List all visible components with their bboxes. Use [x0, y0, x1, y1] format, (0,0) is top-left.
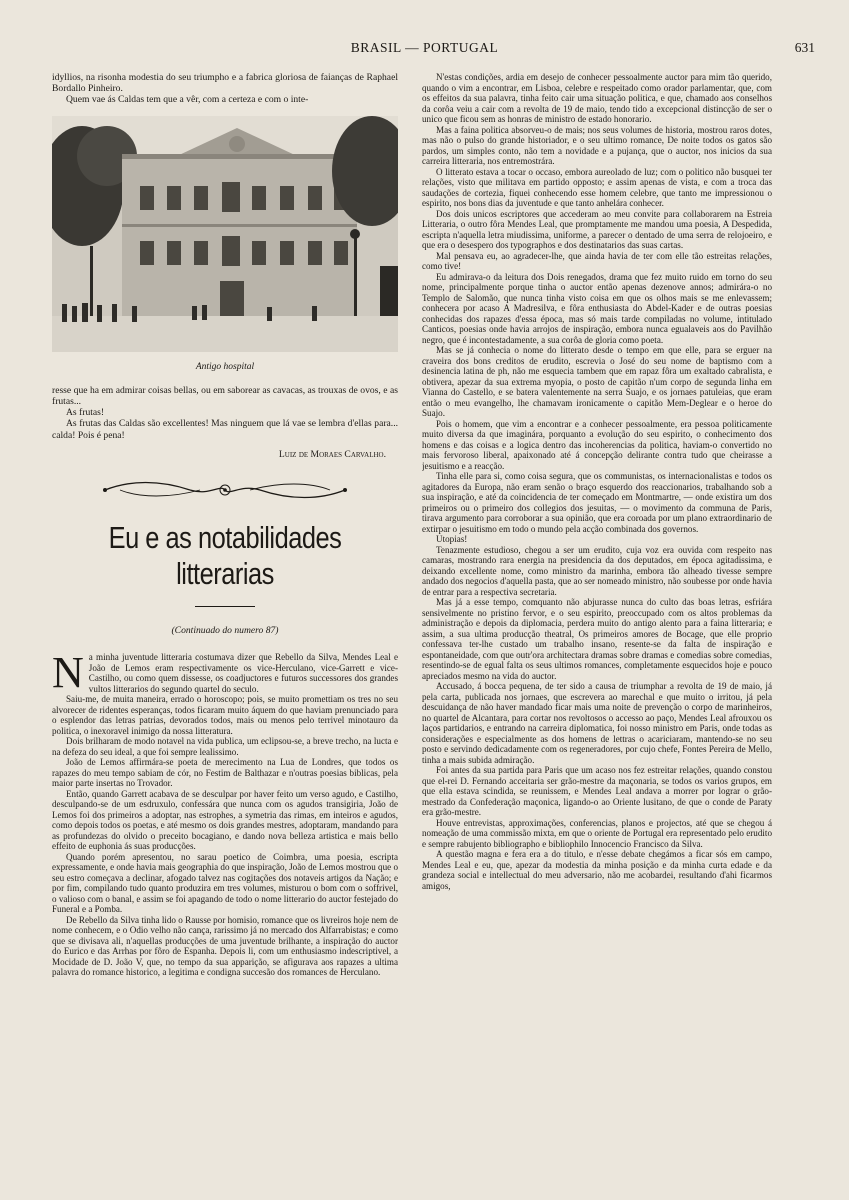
right-paragraph-15: Houve entrevistas, approximações, conferencias, planos e projectos, até que se chegou á nomeação de uma commissão mixta, em que o oriente de Portugal era representado pelo erudito e sempre rabujento bibliographo e bibliophilo Innocencio Francisco da Silva.	[422, 817, 772, 849]
right-paragraph-10: Utopias!	[436, 534, 468, 544]
article-paragraph-3: João de Lemos affirmára-se poeta de merecimento na Lua de Londres, que todos os rapazes do meu tempo sabiam de cór, no Festim de Balthazar e n'outras poesias biblicas, pela maior parte insertas no Trovador.	[52, 757, 398, 789]
title-rule	[195, 606, 255, 607]
article-paragraph-4: Então, quando Garrett acabava de se desculpar por haver feito um verso agudo, e Castilho, desculpando-se de um esdruxulo, confessára que nunca com os agudos transigiria, João de Lemos foi dos primeiros a adoptar, nas estrophes, a symetria das rimas, em inteiros e agudos, como depois todos os poetas, e até mesmo os dois grandes mestres, adoptaram, mandando para as profundezas do olvido o preceito bocagiano, e dando nova belleza artistica e mais bello effeito de euphonia ás suas producções.	[52, 788, 398, 852]
photo-caption: Antigo hospital	[195, 361, 255, 372]
intro-paragraph-2: Quem vae ás Caldas tem que a vêr, com a certeza e com o inte-	[66, 94, 309, 106]
right-paragraph-11: Tenazmente estudioso, chegou a ser um erudito, cuja voz era ouvida com respeito nas camaras, mostrando rara energia na presidencia da dos deputados, em época agitadissima, e deixando excellente nome, como ministro da marinha, embora tão alheado tivesse sempre andado dos negocios d'aquella pasta, que ao ser nomeado ministro, não soubesse por onde havia de entrar para a respectiva secretaria.	[422, 544, 772, 597]
page-header	[0, 40, 849, 58]
right-paragraph-14: Foi antes da sua partida para Paris que um acaso nos fez estreitar relações, quando constou que el-rei D. Fernando acceitaria ser grão-mestre da maçonaria, se todos os varios grupos, em que ella estava scindida, se reunissem, e Mendes Leal andava a morrer por lograr o grão-mestrado da Confederação maçonica, ligando-o ao Oriente lusitano, de que o conde de Paraty era grão-mestre.	[422, 765, 772, 817]
right-paragraph-16: A questão magna e fera era a do titulo, e n'esse debate chegámos a ficar sós em campo, Mendes Leal e eu, que, apezar da modestia da minha posição e da minha curta edade e da grandeza social e intellectual do meu adversario, não me acobardei, resultando d'ahi ficarmos amigos,	[422, 849, 772, 891]
article-paragraph-6: De Rebello da Silva tinha lido o Rausse por homisio, romance que os livreiros hoje nem de nome conhecem, e o Odio velho não cança, rarissimo já no mercado dos Alfarrabistas; e como que se divisava ali, n'aquellas producções de uma juventude brilhante, a inspiração do auctor do Eurico e das Arrhas por fôro de Espanha. Depois li, com um enthusiasmo indescriptivel, a Mocidade de D. João V, que, no tempo da sua apparição, se afigurava aos rapazes a ultima palavra do romance historico, a legitima e condigna succesão dos romances de Herculano.	[52, 914, 398, 978]
left-column	[52, 72, 398, 1182]
hospital-photo	[52, 116, 398, 352]
author-signature: Luiz de Moraes Carvalho.	[278, 448, 386, 460]
right-paragraph-13: Accusado, á bocca pequena, de ter sido a causa de triumphar a revolta de 19 de maio, já pela carta, publicada nos jornaes, que escrevera ao marechal e que muito o irritou, já pela descuidança de não haver mandado ficar mais uma noite de prevenção o corpo de marinheiros, no quartel de Alcantara, para cortar nos revoltosos o accesso ao paço, Mendes Leal afrouxou os laços partidarios, e entrando na carreira diplomatica, foi nosso ministro em Paris, onde todas as considerações e especialmente as dos homens de lettras o acariciaram, mantendo-se no seu posto e servindo dedicadamente com os regeneradores, por cujo chefe, Fontes Pereira de Mello, tinha a mais subida admiração.	[422, 681, 772, 765]
first-paragraph-text: a minha juventude litteraria costumava dizer que Rebello da Silva, Mendes Leal e João de Lemos eram respectivamente os vice-Herculano, vice-Garrett e vice-Castilho, ou como quem dissesse, os coadjuctores e futuros successores dos grandes vultos litterarios do segundo quartel do seculo.	[88, 652, 398, 694]
right-paragraph-1: N'estas condições, ardia em desejo de conhecer pessoalmente auctor para mim tão querido, quando o vim a encontrar, em Lisboa, celebre e respeitado como orador parlamentar, que, com os effeitos da sua palavra, tinha feito cair uma situação politica, e que, chamado aos conselhos da corôa veiu a cair com a revolta de 19 de maio, tendo tido a excepcional distincção de ser o unico que ficou sem as honras de ministro de estado honorario.	[422, 72, 772, 124]
drop-cap: N	[52, 648, 84, 698]
right-paragraph-5: Mal pensava eu, ao agradecer-lhe, que ainda havia de ter com elle tão estreitas relações, como tive!	[422, 250, 772, 271]
right-paragraph-4: Dos dois unicos escriptores que accederam ao meu convite para collaborarem na Estreia Litteraria, o outro fôra Mendes Leal, que promptamente me mandou uma poesia, A Despedida, escripta n'aquella letra miudissima, uniforme, a parecer o dentado de uma serra de relojoeiro, e que era o desespero dos typographos e dos destinatarios das suas cartas.	[422, 208, 772, 250]
article-paragraph-5: Quando porém apresentou, no sarau poetico de Coimbra, uma poesia, escripta expressamente, e onde havia mais geographia do que inspiração, João de Lemos mostrou que o seu estro começava a declinar, afogado talvez nas cogitações dos notaveis artigos da Nação; e por fim, compilando tudo quanto produzira em tres volumes, misturou o bom com o soffrivel, o valioso com o banal, e assim se foi apagando de todo o nome litterario do auctor festejado do Funeral e a Pomba.	[52, 851, 398, 915]
right-column	[422, 72, 772, 1182]
right-paragraph-3: O litterato estava a tocar o occaso, embora aureolado de luz; com o politico não busquei ter relações, visto que militava em partido opposto; e assim apenas de vista, e com a troca das saudações de cortezia, fiquei conhecendo esse homem celebre, que tanto me impressionou o espirito, nos bons dias da juventude e que tanto anhelára conhecer.	[422, 166, 772, 208]
right-paragraph-12: Mas já a esse tempo, comquanto não abjurasse nunca do culto das boas letras, esfriára sensivelmente no pristino fervor, e o seu espirito, preoccupado com os altos problemas da administração e depois da diplomacia, perdera muito do antigo alento para a faina litteraria; e assim, a sua ultima producção theatral, Os primeiros amores de Bocage, que elle proprio confessava ter-lhe custado um trabalho insano, resente-se da falta de inspiração e espontaneidade, com que outr'ora architectara dramas sobre dramas e comedias sobre comedias, resentindo-se de egual falta os seus ultimos romances, completamente esquecidos hoje e pouco apreciados mesmo na vida do auctor.	[422, 597, 772, 681]
intro-paragraph-1: idyllios, na risonha modestia do seu triumpho e a fabrica gloriosa de faianças de Raphael Bordallo Pinheiro.	[52, 72, 398, 95]
page-number: 631	[794, 40, 815, 55]
continued-note: (Continuado do numero 87)	[171, 625, 279, 637]
running-title: BRASIL — PORTUGAL	[350, 40, 499, 55]
article-paragraph-1: Saiu-me, de muita maneira, errado o horoscopo; pois, se muito promettiam os tres no seu alvorecer de ridentes esperanças, todos ficaram muito áquem do que haviam prenunciado para o esplendor das letras patrias, devorados todos, mais ou menos pelo terrivel minotauro da politica, o inexoravel inimigo da nossa litteratura.	[52, 694, 398, 736]
after-photo-paragraph-1: resse que ha em admirar coisas bellas, ou em saborear as cavacas, as trouxas de ovos, e as frutas...	[52, 384, 398, 408]
article-first-paragraph	[52, 648, 398, 698]
article-title: Eu e as notabilidades litterarias	[108, 520, 342, 592]
ornament-divider	[100, 478, 350, 502]
after-photo-paragraph-2: As frutas!	[66, 407, 105, 419]
right-paragraph-7: Mas se já conhecia o nome do litterato desde o tempo em que elle, para se erguer na craveira dos bons creditos de erudito, escrevia o José do seu nome de baptismo com a desinencia latina de ph, não me esquecia tambem que em rapaz fôra um exaltado cabralista, e obtivera, apezar da sua extrema myopia, o posto de capitão n'um corpo de segunda linha em Vianna do Castello, e se batera valentemente na serra Suajo, e os jornaes patuleias, que eram então o meu evangelho, lhe chamavam ironicamente o capitão Mem-Deglear e o heroe do Suajo.	[422, 345, 772, 418]
right-paragraph-2: Mas a faina politica absorveu-o de mais; nos seus volumes de historia, mostrou raros dotes, mas não o pulso do grande historiador, e o seu ultimo romance, De noite todos os gatos são pardos, um simples conto, não tem a novidade e a pujança, que o auctor, nos inicios da sua carreira litteraria, nos entremostrára.	[422, 124, 772, 166]
after-photo-paragraph-3: As frutas das Caldas são excellentes! Mas ninguem que lá vae se lembra d'ellas para... calda! Pois é pena!	[52, 418, 398, 441]
article-paragraph-2: Dois brilharam de modo notavel na vida publica, um eclipsou-se, a breve trecho, na lucta e na defeza do seu ideal, a que foi sempre lealissimo.	[52, 736, 398, 757]
right-paragraph-8: Pois o homem, que vim a encontrar e a conhecer pessoalmente, era pessoa politicamente muito diversa da que imaginára, porquanto a evolução do seu espirito, o conhecimento dos homens e das coisas e a logica dentro das incoherencias da politica, haviam-o convertido no mais fervoroso liberal, apaixonado até á concepção delirante contra tudo que cheirasse a jesuitismo e a reacção.	[422, 418, 772, 471]
right-paragraph-6: Eu admirava-o da leitura dos Dois renegados, drama que fez muito ruido em torno do seu nome, principalmente porque tinha o auctor então apenas dezenove annos; admirára-o no Templo de Salomão, que nunca tinha visto coisa em que os olhos mais se me enlevassem; conhecera por acaso A Madresilva, e fôra enthusiasta do Abdel-Kader e de outras poesias conhecidas dos rapazes d'essa época, mas só mais tarde compiladas no volume, intitulado Canticos, poesias onde havia arrojos de inspiração, embora nunca egualaveis aos do Pavilhão negro, que é incontestadamente, a sua corôa de gloria como poeta.	[422, 271, 772, 345]
right-paragraph-9: Tinha elle para si, como coisa segura, que os communistas, os internacionalistas e todos os agitadores da Europa, não eram senão o braço esquerdo dos reaccionarios, trabalhando sob a sua inspiração, e até da coincidencia de ter começado em Montmartre, — onde existira um dos primeiros ou o primeiro dos collegios dos jesuitas, — o movimento da communa de Paris, tirava argumento para corroborar a sua opinião, que era coroada por um plano extraordinario de extirpar o jesuitismo em todo o mundo pela acção combinada dos governos.	[422, 471, 772, 534]
